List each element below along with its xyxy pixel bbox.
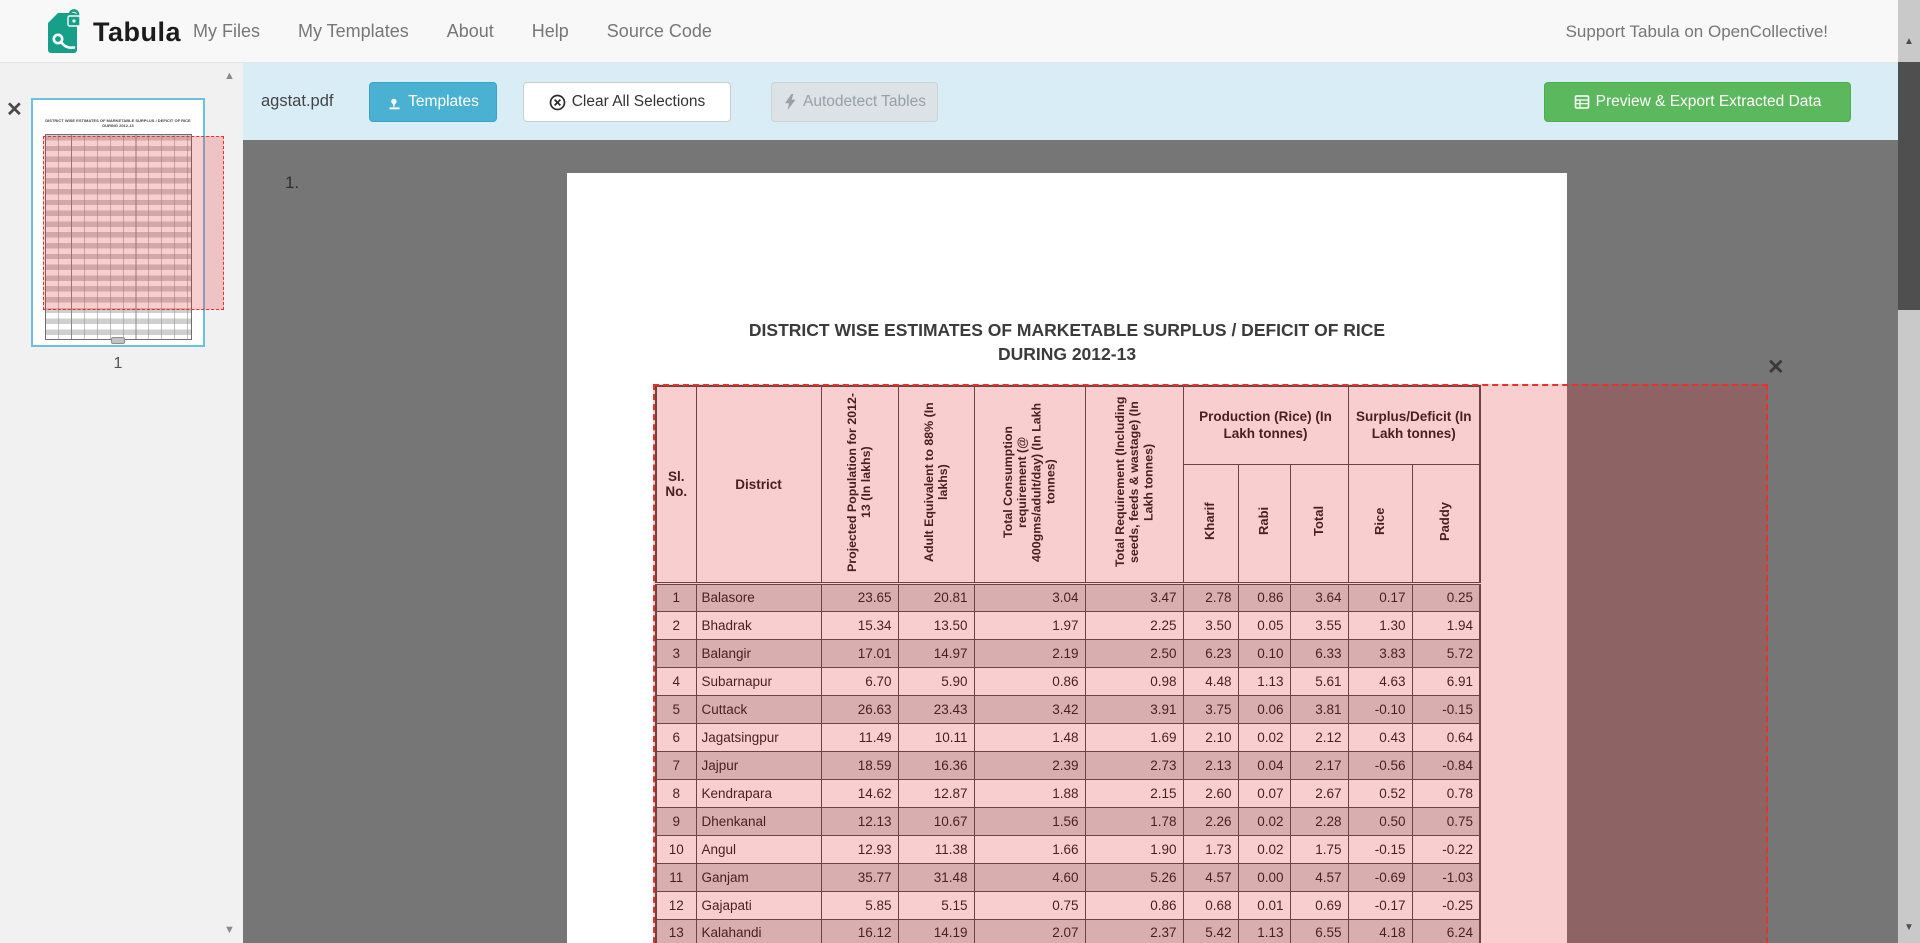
table-cell: 1.88 — [974, 779, 1085, 807]
table-cell: -0.17 — [1348, 891, 1412, 919]
table-cell: 0.07 — [1238, 779, 1290, 807]
table-cell: 5.15 — [898, 891, 974, 919]
table-cell: Balasore — [696, 583, 821, 611]
table-cell: 2.60 — [1183, 779, 1238, 807]
table-cell: 2.17 — [1290, 751, 1348, 779]
document-title-line2: DURING 2012-13 — [997, 343, 1137, 364]
table-cell: 12.13 — [821, 807, 898, 835]
table-cell: 12.87 — [898, 779, 974, 807]
table-cell: 0.02 — [1238, 723, 1290, 751]
header-district: District — [696, 386, 821, 583]
table-cell: 0.02 — [1238, 835, 1290, 863]
scrollbar-down-icon[interactable]: ▼ — [1904, 922, 1914, 933]
header-rice: Rice — [1348, 464, 1412, 583]
table-cell: 3.50 — [1183, 611, 1238, 639]
table-cell: 10.11 — [898, 723, 974, 751]
circle-x-icon — [549, 94, 566, 111]
table-cell: 4.57 — [1183, 863, 1238, 891]
table-cell: 1.69 — [1085, 723, 1183, 751]
table-cell: 20.81 — [898, 583, 974, 611]
table-cell: 0.05 — [1238, 611, 1290, 639]
brand-link[interactable] — [45, 8, 181, 56]
table-cell: Bhadrak — [696, 611, 821, 639]
table-cell: 11.38 — [898, 835, 974, 863]
table-cell: 0.78 — [1412, 779, 1480, 807]
templates-button[interactable] — [369, 82, 497, 122]
table-cell: 0.17 — [1348, 583, 1412, 611]
table-cell: Jagatsingpur — [696, 723, 821, 751]
table-cell: 6.24 — [1412, 919, 1480, 943]
thumbnail-title-text: DISTRICT WISE ESTIMATES OF MARKETABLE SURPLUS / DEFICIT OF RICE DURING 2012-13 — [45, 118, 191, 129]
table-cell: 9 — [656, 807, 696, 835]
table-cell: -0.56 — [1348, 751, 1412, 779]
table-cell: 1.13 — [1238, 667, 1290, 695]
table-cell: Kalahandi — [696, 919, 821, 943]
table-cell: -0.22 — [1412, 835, 1480, 863]
table-cell: 2.78 — [1183, 583, 1238, 611]
table-cell: 2.67 — [1290, 779, 1348, 807]
table-cell: 6 — [656, 723, 696, 751]
sidebar-scroll-down-icon[interactable]: ▼ — [224, 924, 235, 936]
table-cell: -0.69 — [1348, 863, 1412, 891]
autodetect-tables-button — [771, 82, 938, 122]
table-cell: 3.55 — [1290, 611, 1348, 639]
table-cell: 2.73 — [1085, 751, 1183, 779]
header-sl-no: Sl. No. — [656, 386, 696, 583]
table-cell: 17.01 — [821, 639, 898, 667]
table-cell: Dhenkanal — [696, 807, 821, 835]
table-cell: -0.10 — [1348, 695, 1412, 723]
page-thumbnail[interactable] — [31, 98, 205, 347]
table-cell: 5.26 — [1085, 863, 1183, 891]
table-cell: 35.77 — [821, 863, 898, 891]
table-cell: 2.26 — [1183, 807, 1238, 835]
table-cell: 10 — [656, 835, 696, 863]
table-cell: 3.83 — [1348, 639, 1412, 667]
table-cell: 0.06 — [1238, 695, 1290, 723]
table-cell: 1.48 — [974, 723, 1085, 751]
table-cell: 6.91 — [1412, 667, 1480, 695]
table-cell: 2.50 — [1085, 639, 1183, 667]
header-surplus-group: Surplus/Deficit (In Lakh tonnes) — [1348, 386, 1480, 464]
table-cell: 5.72 — [1412, 639, 1480, 667]
table-cell: 2.10 — [1183, 723, 1238, 751]
table-cell: 0.75 — [1412, 807, 1480, 835]
table-cell: 5.61 — [1290, 667, 1348, 695]
nav-item-source-code[interactable]: Source Code — [606, 21, 712, 41]
header-total-consumption: Total Consumption requirement (@ 400gms/adult/day) (In Lakh tonnes) — [974, 386, 1085, 583]
table-cell: 0.04 — [1238, 751, 1290, 779]
table-cell: 18.59 — [821, 751, 898, 779]
table-cell: 0.64 — [1412, 723, 1480, 751]
brand-name: Tabula — [93, 16, 182, 47]
table-cell: 12.93 — [821, 835, 898, 863]
table-cell: Ganjam — [696, 863, 821, 891]
document-filename: agstat.pdf — [261, 92, 334, 110]
table-cell: 0.10 — [1238, 639, 1290, 667]
table-cell: 0.75 — [974, 891, 1085, 919]
table-cell: Angul — [696, 835, 821, 863]
table-cell: 16.12 — [821, 919, 898, 943]
table-cell: 4.48 — [1183, 667, 1238, 695]
document-title — [567, 319, 1567, 366]
table-cell: 1.13 — [1238, 919, 1290, 943]
table-cell: 1.30 — [1348, 611, 1412, 639]
table-cell: 3.75 — [1183, 695, 1238, 723]
table-cell: 14.19 — [898, 919, 974, 943]
table-cell: 1.56 — [974, 807, 1085, 835]
table-cell: 11 — [656, 863, 696, 891]
table-cell: 3.42 — [974, 695, 1085, 723]
table-cell: 5.90 — [898, 667, 974, 695]
table-cell: 1.78 — [1085, 807, 1183, 835]
table-cell: 2.39 — [974, 751, 1085, 779]
table-cell: 6.23 — [1183, 639, 1238, 667]
table-cell: 1.94 — [1412, 611, 1480, 639]
table-cell: Subarnapur — [696, 667, 821, 695]
table-cell: 31.48 — [898, 863, 974, 891]
table-cell: 0.86 — [1085, 891, 1183, 919]
table-cell: 2.37 — [1085, 919, 1183, 943]
main-nav — [193, 0, 712, 63]
nav-item-about[interactable]: About — [446, 21, 494, 41]
table-selection-box[interactable] — [653, 384, 1768, 943]
table-cell: 3 — [656, 639, 696, 667]
table-cell: 6.33 — [1290, 639, 1348, 667]
vertical-scrollbar — [1898, 0, 1920, 943]
table-cell: 13.50 — [898, 611, 974, 639]
table-cell: Cuttack — [696, 695, 821, 723]
document-title-line1: DISTRICT WISE ESTIMATES OF MARKETABLE SURPLUS / DEFICIT OF RICE — [748, 320, 1386, 340]
table-cell: Balangir — [696, 639, 821, 667]
table-cell: 2.07 — [974, 919, 1085, 943]
lightning-bolt-icon — [783, 94, 797, 110]
thumbnail-resize-handle[interactable] — [111, 337, 125, 344]
table-cell: 0.52 — [1348, 779, 1412, 807]
table-cell: 8 — [656, 779, 696, 807]
table-cell: 0.01 — [1238, 891, 1290, 919]
header-kharif: Kharif — [1183, 464, 1238, 583]
header-projected-population: Projected Population for 2012-13 (In lakhs) — [821, 386, 898, 583]
table-cell: -0.15 — [1348, 835, 1412, 863]
header-production-group: Production (Rice) (In Lakh tonnes) — [1183, 386, 1348, 464]
stamp-icon — [387, 95, 402, 110]
table-cell: 3.04 — [974, 583, 1085, 611]
table-cell: 3.47 — [1085, 583, 1183, 611]
page-ordinal-label: 1. — [285, 173, 300, 192]
spreadsheet-icon — [1574, 94, 1590, 110]
header-total-requirement: Total Requirement (Including seeds, feeds & wastage) (In Lakh tonnes) — [1085, 386, 1183, 583]
table-cell: 0.69 — [1290, 891, 1348, 919]
table-cell: 1.66 — [974, 835, 1085, 863]
table-cell: 14.62 — [821, 779, 898, 807]
table-cell: 16.36 — [898, 751, 974, 779]
table-cell: 26.63 — [821, 695, 898, 723]
remove-page-icon[interactable]: ✕ — [6, 99, 23, 121]
table-cell: -0.84 — [1412, 751, 1480, 779]
table-cell: 0.50 — [1348, 807, 1412, 835]
templates-button-label: Templates — [408, 93, 479, 110]
table-cell: 0.86 — [974, 667, 1085, 695]
table-cell: 4.57 — [1290, 863, 1348, 891]
nav-item-my-templates[interactable]: My Templates — [298, 21, 409, 41]
table-cell: 14.97 — [898, 639, 974, 667]
page-thumbnails-sidebar — [0, 63, 243, 943]
thumbnail-page-number: 1 — [113, 355, 123, 372]
table-cell: 0.86 — [1238, 583, 1290, 611]
table-cell: 5.42 — [1183, 919, 1238, 943]
nav-item-help[interactable]: Help — [531, 21, 569, 41]
table-cell: 1.73 — [1183, 835, 1238, 863]
table-cell: -1.03 — [1412, 863, 1480, 891]
thumbnail-selection-box[interactable] — [43, 136, 224, 310]
table-cell: 0.98 — [1085, 667, 1183, 695]
table-cell: 6.70 — [821, 667, 898, 695]
table-cell: Gajapati — [696, 891, 821, 919]
table-cell: 2.19 — [974, 639, 1085, 667]
table-cell: 4.60 — [974, 863, 1085, 891]
header-paddy: Paddy — [1412, 464, 1480, 583]
table-cell: 10.67 — [898, 807, 974, 835]
table-cell: 4.63 — [1348, 667, 1412, 695]
table-cell: 2.12 — [1290, 723, 1348, 751]
table-cell: 11.49 — [821, 723, 898, 751]
table-cell: 2.25 — [1085, 611, 1183, 639]
table-cell: 6.55 — [1290, 919, 1348, 943]
autodetect-button-label: Autodetect Tables — [803, 93, 926, 110]
table-cell: 4 — [656, 667, 696, 695]
table-cell: -0.15 — [1412, 695, 1480, 723]
table-cell: 3.64 — [1290, 583, 1348, 611]
table-cell: 12 — [656, 891, 696, 919]
header-rabi: Rabi — [1238, 464, 1290, 583]
table-cell: 0.68 — [1183, 891, 1238, 919]
table-cell: 0.25 — [1412, 583, 1480, 611]
support-link[interactable]: Support Tabula on OpenCollective! — [1565, 21, 1828, 41]
top-navbar — [0, 0, 1920, 63]
table-cell: 5.85 — [821, 891, 898, 919]
table-cell: 15.34 — [821, 611, 898, 639]
scrollbar-thumb[interactable] — [1898, 62, 1920, 310]
scrollbar-up-icon[interactable]: ▲ — [1904, 36, 1914, 47]
table-cell: 23.65 — [821, 583, 898, 611]
table-cell: 1.75 — [1290, 835, 1348, 863]
table-cell: 0.43 — [1348, 723, 1412, 751]
document-toolbar — [243, 63, 1898, 140]
header-adult-equivalent: Adult Equivalent to 88% (In lakhs) — [898, 386, 974, 583]
table-cell: 3.91 — [1085, 695, 1183, 723]
nav-item-my-files[interactable]: My Files — [193, 21, 260, 41]
table-cell: 0.02 — [1238, 807, 1290, 835]
table-cell: 2.13 — [1183, 751, 1238, 779]
table-cell: 0.00 — [1238, 863, 1290, 891]
tabula-logo-icon — [45, 8, 85, 56]
export-button-label: Preview & Export Extracted Data — [1595, 93, 1822, 110]
table-cell: 5 — [656, 695, 696, 723]
table-cell: 2.15 — [1085, 779, 1183, 807]
table-cell: 4.18 — [1348, 919, 1412, 943]
table-cell: 2.28 — [1290, 807, 1348, 835]
table-cell: 23.43 — [898, 695, 974, 723]
table-cell: 1.90 — [1085, 835, 1183, 863]
table-cell: 3.81 — [1290, 695, 1348, 723]
table-cell: Jajpur — [696, 751, 821, 779]
preview-export-button[interactable] — [1544, 82, 1851, 122]
selection-close-icon[interactable]: ✕ — [1767, 356, 1785, 379]
pdf-viewer — [243, 140, 1898, 943]
table-cell: Kendrapara — [696, 779, 821, 807]
sidebar-scroll-up-icon[interactable]: ▲ — [224, 70, 235, 82]
clear-all-selections-button[interactable] — [523, 82, 731, 122]
table-cell: 13 — [656, 919, 696, 943]
table-cell: 7 — [656, 751, 696, 779]
table-cell: 1.97 — [974, 611, 1085, 639]
table-cell: -0.25 — [1412, 891, 1480, 919]
table-cell: 1 — [656, 583, 696, 611]
header-total: Total — [1290, 464, 1348, 583]
table-cell: 2 — [656, 611, 696, 639]
clear-button-label: Clear All Selections — [571, 93, 706, 110]
